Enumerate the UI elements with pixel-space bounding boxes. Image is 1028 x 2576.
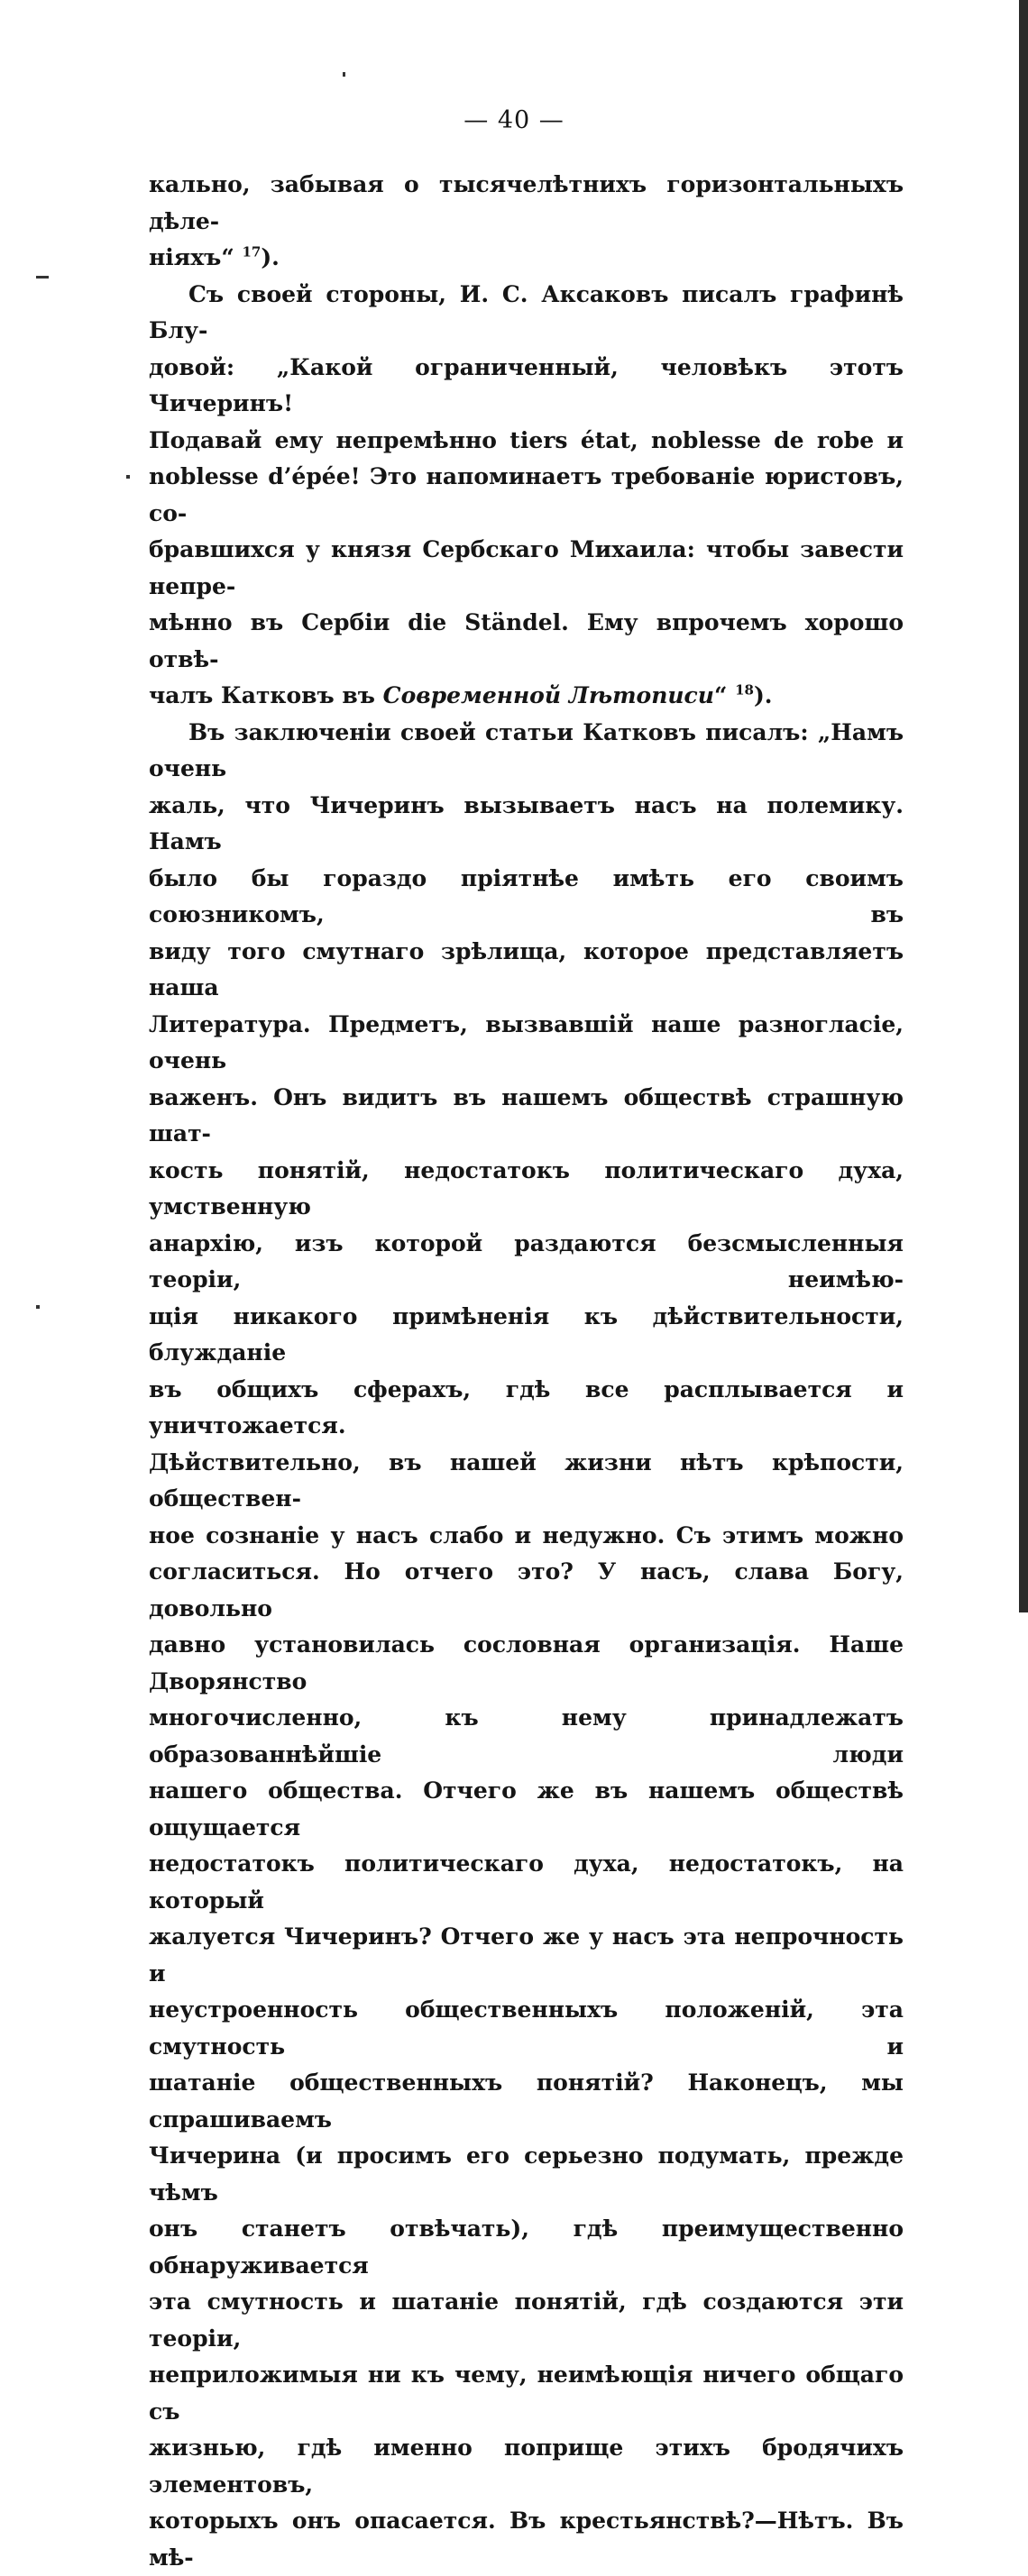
margin-dash-mark <box>36 276 49 279</box>
page-edge-shadow <box>1019 0 1028 1612</box>
text-line: кость понятій, недостатокъ политическаго духа, умственную <box>149 1156 904 1219</box>
text-line: бравшихся у князя Сербскаго Михаила: чтобы завести непре- <box>149 536 904 599</box>
margin-dot-mark <box>36 1305 40 1309</box>
italic-title: Современной Лѣтописи <box>382 682 714 708</box>
text-fragment: ). <box>753 682 773 708</box>
text-line: кально, забывая о тысячелѣтнихъ горизонтальныхъ дѣле- <box>149 171 904 234</box>
text-line <box>149 678 904 715</box>
text-line: недостатокъ политическаго духа, недостатокъ, на который <box>149 1850 904 1914</box>
text-line: довой: „Какой ограниченный, человѣкъ этотъ Чичеринъ! <box>149 353 904 416</box>
text-line: въ общихъ сферахъ, гдѣ все расплывается и уничтожается. <box>149 1375 904 1439</box>
text-line: жаль, что Чичеринъ вызываетъ насъ на полемику. Намъ <box>149 791 904 854</box>
text-line: жизнью, гдѣ именно поприще этихъ бродячихъ элементовъ, <box>149 2434 904 2498</box>
text-line: Въ заключеніи своей статьи Катковъ писалъ: „Намъ очень <box>149 718 904 781</box>
text-line: нашего общества. Отчего же въ нашемъ обществѣ ощущается <box>149 1777 904 1841</box>
text-line: Дѣйствительно, въ нашей жизни нѣтъ крѣпости, обществен- <box>149 1448 904 1512</box>
text-fragment: ). <box>261 244 280 270</box>
text-line: неустроенность общественныхъ положеній, эта смутность и <box>149 1996 904 2060</box>
margin-dot-mark <box>343 72 345 77</box>
text-line: виду того смутнаго зрѣлища, которое представляетъ наша <box>149 937 904 1000</box>
text-line: noblesse d’épée! Это напоминаетъ требованіе юристовъ, со- <box>149 463 904 526</box>
body-text <box>149 167 904 2576</box>
text-fragment: чалъ Катковъ въ <box>149 682 383 708</box>
text-line <box>149 240 904 277</box>
text-line: неприложимыя ни къ чему, неимѣющія ничего общаго съ <box>149 2361 904 2425</box>
text-fragment: ніяхъ“ <box>149 244 243 270</box>
text-line: шатаніе общественныхъ понятій? Наконецъ, мы спрашиваемъ <box>149 2069 904 2133</box>
text-line: многочисленно, къ нему принадлежатъ образованнѣйшіе люди <box>149 1704 904 1768</box>
text-line: Чичерина (и просимъ его серьезно подумать, прежде чѣмъ <box>149 2142 904 2206</box>
text-line: щія никакого примѣненія къ дѣйствительности, блужданіе <box>149 1302 904 1366</box>
text-line: жалуется Чичеринъ? Отчего же у насъ эта непрочность и <box>149 1923 904 1987</box>
text-line: анархію, изъ которой раздаются безсмысленныя теоріи, неимѣю- <box>149 1229 904 1293</box>
text-fragment: “ <box>713 682 736 708</box>
text-line: которыхъ онъ опасается. Въ крестьянствѣ?—Нѣтъ. Въ мѣ- <box>149 2507 904 2571</box>
page-number: — 40 — <box>464 106 564 134</box>
text-line: давно установилась сословная организація. Наше Дворянство <box>149 1631 904 1694</box>
text-line: согласиться. Но отчего это? У насъ, слава Богу, довольно <box>149 1558 904 1621</box>
footnote-ref-18: 18 <box>735 681 754 699</box>
text-line: эта смутность и шатаніе понятій, гдѣ создаются эти теоріи, <box>149 2288 904 2352</box>
text-line: мѣнно въ Сербіи die Ständel. Ему впрочемъ хорошо отвѣ- <box>149 609 904 672</box>
text-line: ное сознаніе у насъ слабо и недужно. Съ этимъ можно <box>149 1521 904 1548</box>
text-line: важенъ. Онъ видитъ въ нашемъ обществѣ страшную шат- <box>149 1083 904 1146</box>
footnote-ref-17: 17 <box>242 243 262 260</box>
text-line: Съ своей стороны, И. С. Аксаковъ писалъ графинѣ Блу- <box>149 280 904 343</box>
margin-dot-mark <box>126 475 130 479</box>
text-line: Подавай ему непремѣнно tiers état, noblesse de robe и <box>149 426 904 453</box>
text-line: Литература. Предметъ, вызвавшій наше разногласіе, очень <box>149 1010 904 1073</box>
text-line: было бы гораздо пріятнѣе имѣть его своимъ союзникомъ, въ <box>149 864 904 927</box>
text-line: онъ станетъ отвѣчать), гдѣ преимущественно обнаруживается <box>149 2215 904 2279</box>
